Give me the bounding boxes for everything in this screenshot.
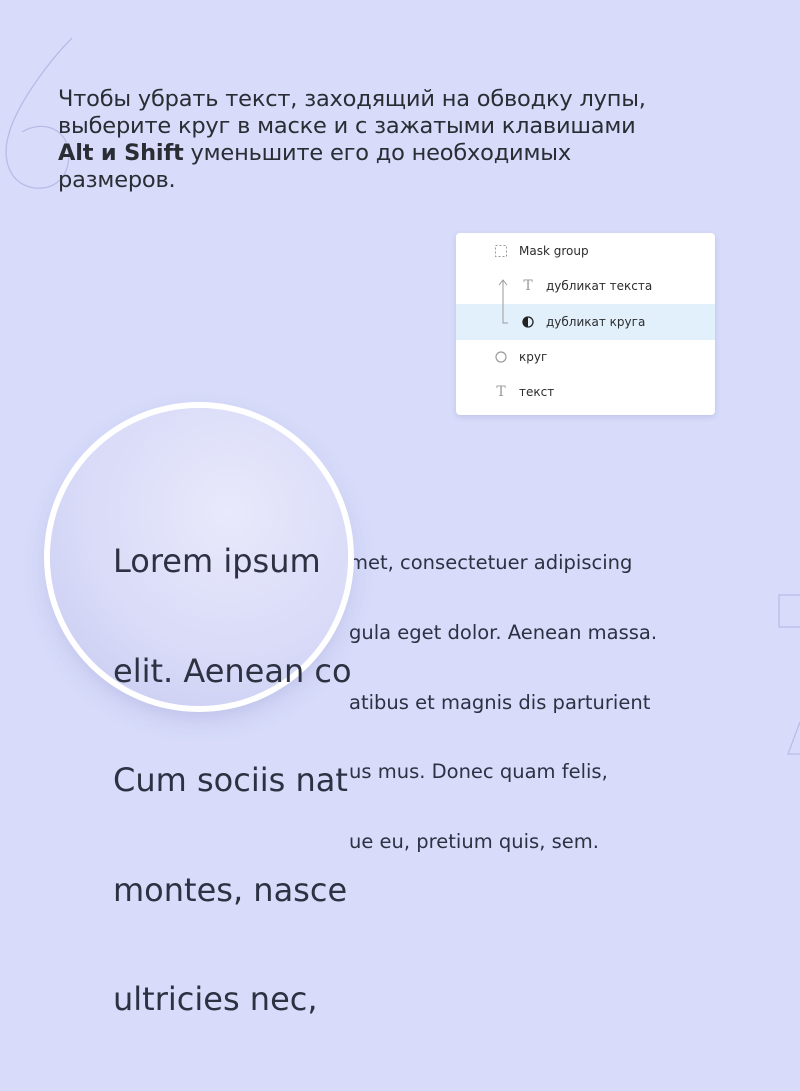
zoom-line: Lorem ipsum: [113, 542, 321, 580]
lorem-line: atibus et magnis dis parturient: [349, 690, 651, 714]
lorem-line: ue eu, pretium quis, sem.: [349, 829, 599, 853]
layer-row-circle-duplicate[interactable]: [456, 304, 715, 340]
mask-circle-icon: [521, 315, 535, 329]
lorem-line: gula eget dolor. Aenean massa.: [349, 621, 658, 645]
mask-hierarchy-arrow: [496, 278, 510, 328]
instruction-text: Чтобы убрать текст, заходящий на обводку лупы, выберите круг в маске и с зажатыми клавишами Alt и Shift уменьшите его до необходимых размеров.: [58, 86, 646, 193]
layers-panel: [456, 233, 715, 415]
circle-icon: [494, 350, 508, 364]
layer-row-text[interactable]: [456, 374, 715, 410]
zoom-line: montes, nasce: [113, 870, 348, 909]
lorem-line: us mus. Donec quam felis,: [349, 760, 608, 784]
decor-slash: [786, 722, 800, 756]
lorem-text-zoomed: [113, 470, 352, 1091]
text-icon: T: [496, 384, 506, 400]
layer-label: круг: [519, 350, 548, 364]
layer-label: Mask group: [519, 244, 589, 258]
lorem-line: met, consectetuer adipiscing: [349, 551, 633, 575]
layer-label: текст: [519, 385, 555, 399]
zoom-line: Cum sociis nat: [113, 761, 348, 799]
decor-bracket: [778, 594, 800, 628]
layer-row-mask-group[interactable]: [456, 233, 715, 269]
magnifier-lens[interactable]: [50, 408, 352, 1018]
hotkeys-label: Alt и Shift: [58, 140, 184, 166]
layer-row-text-duplicate[interactable]: [456, 268, 715, 304]
lorem-text-outside: [349, 505, 799, 876]
layer-row-circle[interactable]: [456, 339, 715, 375]
layer-label: дубликат текста: [546, 279, 653, 293]
zoom-line: elit. Aenean co: [113, 651, 352, 690]
zoom-line: ultricies nec,: [113, 980, 318, 1018]
mask-group-icon: [494, 244, 508, 258]
text-icon: T: [523, 278, 533, 294]
layer-label: дубликат круга: [546, 315, 646, 329]
